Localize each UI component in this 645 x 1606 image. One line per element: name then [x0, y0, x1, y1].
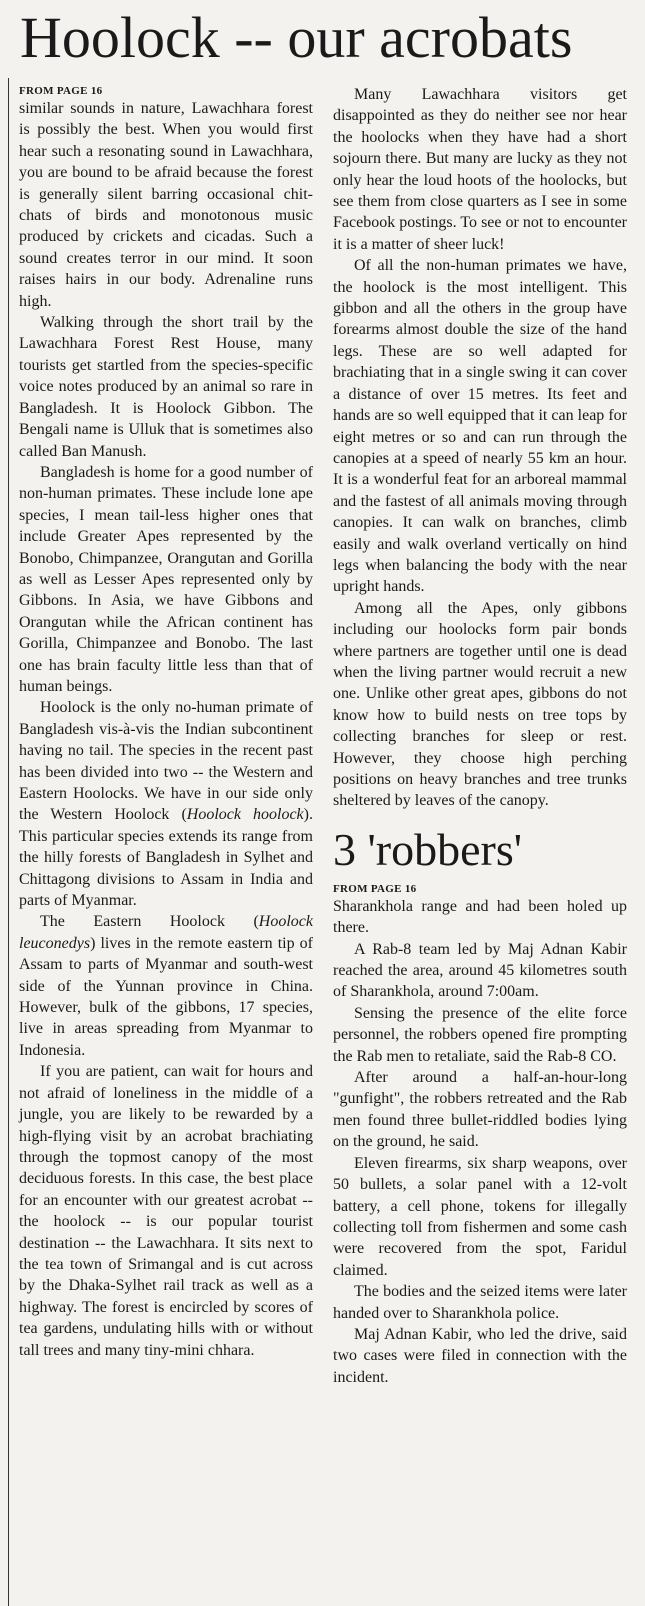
paragraph: [19, 911, 313, 1061]
column-rule: [8, 78, 9, 1606]
jump-label: FROM PAGE 16: [19, 85, 103, 97]
text-run: The Eastern Hoolock (: [40, 913, 259, 931]
species-name: Hoolock leuconedys: [19, 913, 313, 952]
paragraph: If you are patient, can wait for hours and not afraid of loneliness in the middle of a jungle, you are likely to be rewarded by a high-flying visit by an acrobat brachiating through the topmost canopy of the most deciduous forests. In this case, the best place for an encounter with our greatest acrobat -- the hoolock -- is our popular tourist destination -- the Lawachhara. It sits next to the tea town of Srimangal and is cut across by the Dhaka-Sylhet rail track as well as a highway. The forest is encircled by scores of tea gardens, undulating hills with or without tall trees and many tiny-mini chhara.: [19, 1063, 313, 1359]
jump-label: FROM PAGE 16: [333, 882, 417, 895]
paragraph: Bangladesh is home for a good number of non-human primates. These include lone ape species, I mean tail-less higher ones that include Greater Apes represented by the Bonobo, Chimpanzee, Orangutan and Gorilla as well as Lesser Apes represented only by Gibbons. In Asia, we have Gibbons and Orangutan while the African continent has Gorilla, Chimpanzee and Bonobo. The last one has brain faculty little less than that of human beings.: [19, 463, 313, 695]
paragraph: Maj Adnan Kabir, who led the drive, said two cases were filed in connection with the incident.: [333, 1325, 627, 1386]
paragraph: Walking through the short trail by the Lawachhara Forest Rest House, many tourists get startled from the species-specific voice notes produced by an animal so rare in Bangladesh. It is Hoolock Gibbon. The Bengali name is Ulluk that is sometimes also called Ban Manush.: [19, 314, 313, 460]
right-column: [333, 84, 627, 1388]
left-column: [19, 84, 313, 1361]
second-headline: 3 'robbers': [333, 823, 523, 875]
paragraph: A Rab-8 team led by Maj Adnan Kabir reached the area, around 45 kilometres south of Sharankhola, around 7:00am.: [333, 940, 627, 1001]
paragraph: similar sounds in nature, Lawachhara forest is possibly the best. When you would first hear such a resonating sound in Lawachhara, you are bound to be afraid because the forest is generally silent barring occasional chit-chats of birds and monotonous music produced by crickets and cicadas. Such a sound creates terror in our mind. It soon raises hairs in our body. Adrenaline runs high.: [19, 100, 313, 310]
paragraph: Many Lawachhara visitors get disappointed as they do neither see nor hear the hoolocks when they have had a short sojourn there. But many are lucky as they not only hear the loud hoots of the hoolocks, but see them from close quarters as I see in some Facebook postings. To see or not to encounter it is a matter of sheer luck!: [333, 86, 627, 253]
text-run: Hoolock is the only no-human primate of Bangladesh vis-à-vis the Indian subcontinent having no tail. The species in the recent past has been divided into two -- the Western and Eastern Hoolocks. We have in our side only the Western Hoolock (: [19, 699, 313, 824]
species-name: Hoolock hoolock: [186, 806, 304, 824]
paragraph: Eleven firearms, six sharp weapons, over 50 bullets, a solar panel with a 12-volt battery, a cell phone, tokens for illegally collecting toll from fishermen and some cash were recovered from the spot, Faridul claimed.: [333, 1154, 627, 1279]
text-run: ) lives in the remote eastern tip of Assam to parts of Myanmar and south-west side of the Yunnan province in China. However, bulk of the gibbons, 17 species, live in areas spreading from Myanmar to Indonesia.: [19, 934, 313, 1059]
paragraph: Among all the Apes, only gibbons including our hoolocks form pair bonds where partners are together until one is dead when the living partner would recruit a new one. Unlike other great apes, gibbons do not know how to build nests on tree tops by collecting branches for sleep or rest. However, they choose high perching positions on heavy branches and tree trunks sheltered by leaves of the canopy.: [333, 599, 627, 810]
headline: Hoolock -- our acrobats: [20, 5, 573, 70]
paragraph: [19, 697, 313, 911]
paragraph: Sharankhola range and had been holed up there.: [333, 897, 627, 937]
paragraph: The bodies and the seized items were later handed over to Sharankhola police.: [333, 1283, 627, 1322]
paragraph: Of all the non-human primates we have, the hoolock is the most intelligent. This gibbon and all the others in the group have forearms almost double the size of the hand legs. These are so well adapted for brachiating that in a single swing it can cover a distance of over 15 metres. Its feet and hands are so well equipped that it can leap for eight metres or so and can run through the canopies at a speed of nearly 55 km an hour. It is a wonderful feat for an arboreal mammal and the fastest of all animals moving through canopies. It can walk on branches, climb easily and walk overland vertically on hind legs when balancing the body with the near upright hands.: [333, 257, 627, 596]
paragraph: Sensing the presence of the elite force personnel, the robbers opened fire prompting the Rab men to retaliate, said the Rab-8 CO.: [333, 1004, 627, 1065]
text-run: ). This particular species extends its range from the hilly forests of Bangladesh in Sylhet and Chittagong divisions to Assam in India and parts of Myanmar.: [19, 806, 313, 910]
paragraph: After around a half-an-hour-long "gunfight", the robbers retreated and the Rab men found three bullet-riddled bodies lying on the ground, he said.: [333, 1069, 627, 1151]
